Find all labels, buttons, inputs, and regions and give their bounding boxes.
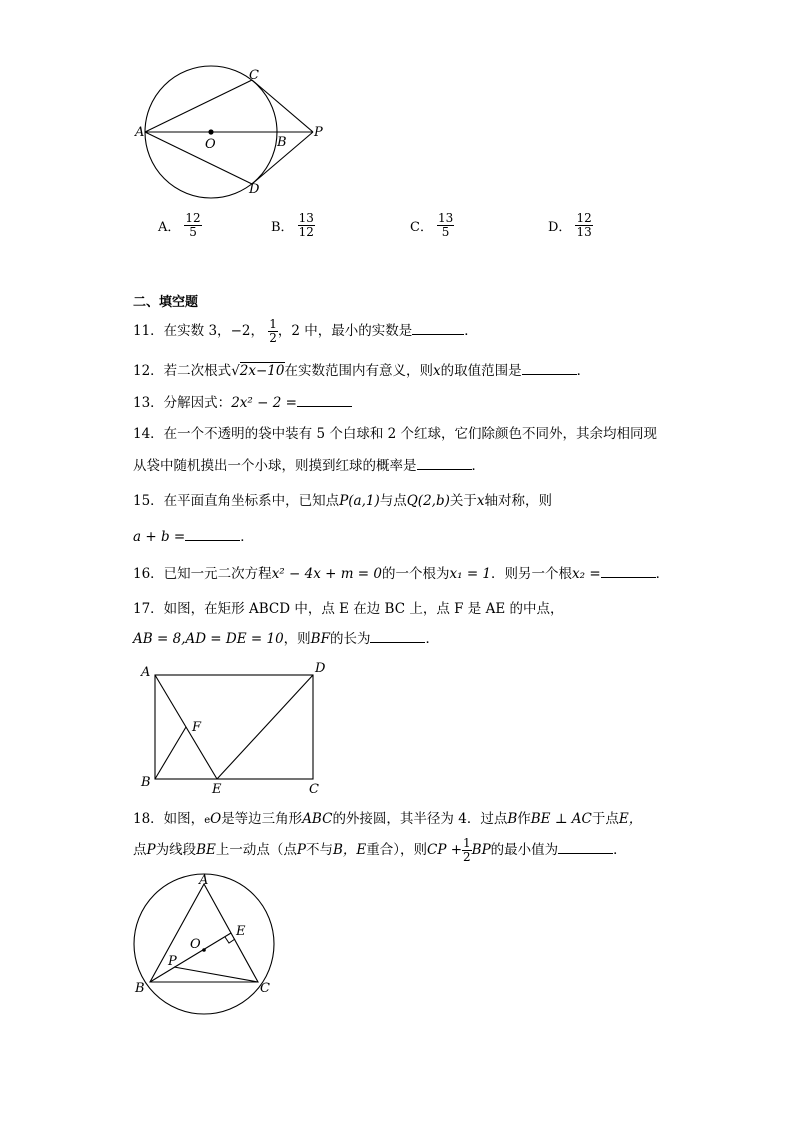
circumcircle bbox=[134, 874, 274, 1014]
sqrt-expression: √2x−10 bbox=[231, 363, 285, 379]
segment-ac bbox=[145, 80, 252, 132]
segment-ad bbox=[145, 132, 252, 184]
label-c: C bbox=[309, 782, 319, 795]
question-15-line-2: a + b = ． bbox=[133, 529, 254, 545]
segment-de bbox=[217, 675, 313, 779]
label-a: A bbox=[135, 125, 145, 140]
option-letter: D． bbox=[548, 220, 572, 235]
label-o: O bbox=[205, 137, 216, 152]
option-fraction: $\frac{13}{5}$ bbox=[437, 211, 454, 239]
label-d: D bbox=[249, 182, 260, 197]
rectangle-abcd bbox=[155, 675, 313, 779]
answer-blank[interactable] bbox=[417, 457, 472, 470]
segment-bf bbox=[155, 727, 186, 779]
option-letter: C． bbox=[410, 220, 433, 235]
answer-blank[interactable] bbox=[522, 362, 577, 375]
label-f: F bbox=[192, 720, 202, 735]
label-a: A bbox=[141, 665, 151, 680]
option-letter: A． bbox=[158, 220, 181, 235]
label-e: E bbox=[236, 924, 246, 939]
answer-blank[interactable] bbox=[185, 528, 240, 541]
answer-blank[interactable] bbox=[558, 841, 613, 854]
label-b: B bbox=[135, 981, 145, 996]
question-17-line-2: AB = 8,AD = DE = 10，则BF的长为 ． bbox=[133, 631, 439, 647]
answer-blank[interactable] bbox=[297, 394, 352, 407]
question-14-line-1: 14．在一个不透明的袋中装有 5 个白球和 2 个红球，它们除颜色不同外，其余均相同现 bbox=[133, 426, 658, 442]
question-11: 11．在实数 3，−2， $\frac{1}{2}$ ，2 中，最小的实数是 ． bbox=[133, 317, 478, 345]
label-a: A bbox=[199, 873, 209, 888]
option-fraction: $\frac{12}{5}$ bbox=[185, 211, 201, 239]
segment-cp bbox=[174, 967, 258, 982]
label-p: P bbox=[314, 125, 323, 140]
figure-circle-tangents bbox=[130, 60, 330, 200]
label-d: D bbox=[315, 661, 326, 676]
center-point bbox=[208, 129, 213, 134]
option-a[interactable] bbox=[158, 212, 202, 239]
tangent-pc bbox=[252, 80, 313, 132]
label-c: C bbox=[260, 981, 270, 996]
question-12: 12．若二次根式√2x−10在实数范围内有意义，则x的取值范围是 ． bbox=[133, 363, 591, 379]
option-fraction: $\frac{12}{13}$ bbox=[576, 211, 592, 239]
question-18-line-1: 18．如图，eO是等边三角形ABC的外接圆，其半径为 4．过点B作BE ⊥ AC于点E， bbox=[133, 811, 643, 827]
label-p: P bbox=[168, 954, 177, 969]
label-b: B bbox=[277, 135, 287, 150]
label-c: C bbox=[249, 68, 259, 83]
fraction-half: $\frac{1}{2}$ bbox=[463, 836, 471, 864]
option-b[interactable] bbox=[271, 212, 315, 239]
question-16: 16．已知一元二次方程x² − 4x + m = 0的一个根为x₁ = 1．则另一个根x₂ = ． bbox=[133, 566, 670, 582]
option-c[interactable] bbox=[410, 212, 454, 239]
question-15-line-1: 15．在平面直角坐标系中，已知点P(a,1)与点Q(2,b)关于x轴对称，则 bbox=[133, 493, 552, 509]
figure-triangle-circle bbox=[130, 870, 280, 1020]
option-fraction: $\frac{13}{12}$ bbox=[298, 211, 314, 239]
label-o: O bbox=[190, 937, 201, 952]
section-title: 二、填空题 bbox=[133, 295, 199, 310]
answer-blank[interactable] bbox=[370, 630, 425, 643]
fraction-half: $\frac{1}{2}$ bbox=[269, 317, 277, 345]
question-14-line-2: 从袋中随机摸出一个小球，则摸到红球的概率是 ． bbox=[133, 458, 485, 474]
option-letter: B． bbox=[271, 220, 294, 235]
question-18-line-2: 点P为线段BE上一动点（点P不与B，E重合），则CP + $\frac{1}{2}$ BP的最小值为 ． bbox=[133, 836, 627, 864]
center-point bbox=[202, 948, 206, 952]
option-d[interactable] bbox=[548, 212, 593, 239]
answer-blank[interactable] bbox=[412, 322, 464, 335]
question-13: 13．分解因式：2x² − 2 = bbox=[133, 391, 352, 411]
answer-blank[interactable] bbox=[601, 565, 656, 578]
label-e: E bbox=[212, 782, 222, 795]
label-b: B bbox=[141, 775, 151, 790]
figure-rectangle bbox=[135, 660, 335, 795]
question-17-line-1: 17．如图，在矩形 ABCD 中，点 E 在边 BC 上，点 F 是 AE 的中点， bbox=[133, 601, 564, 617]
